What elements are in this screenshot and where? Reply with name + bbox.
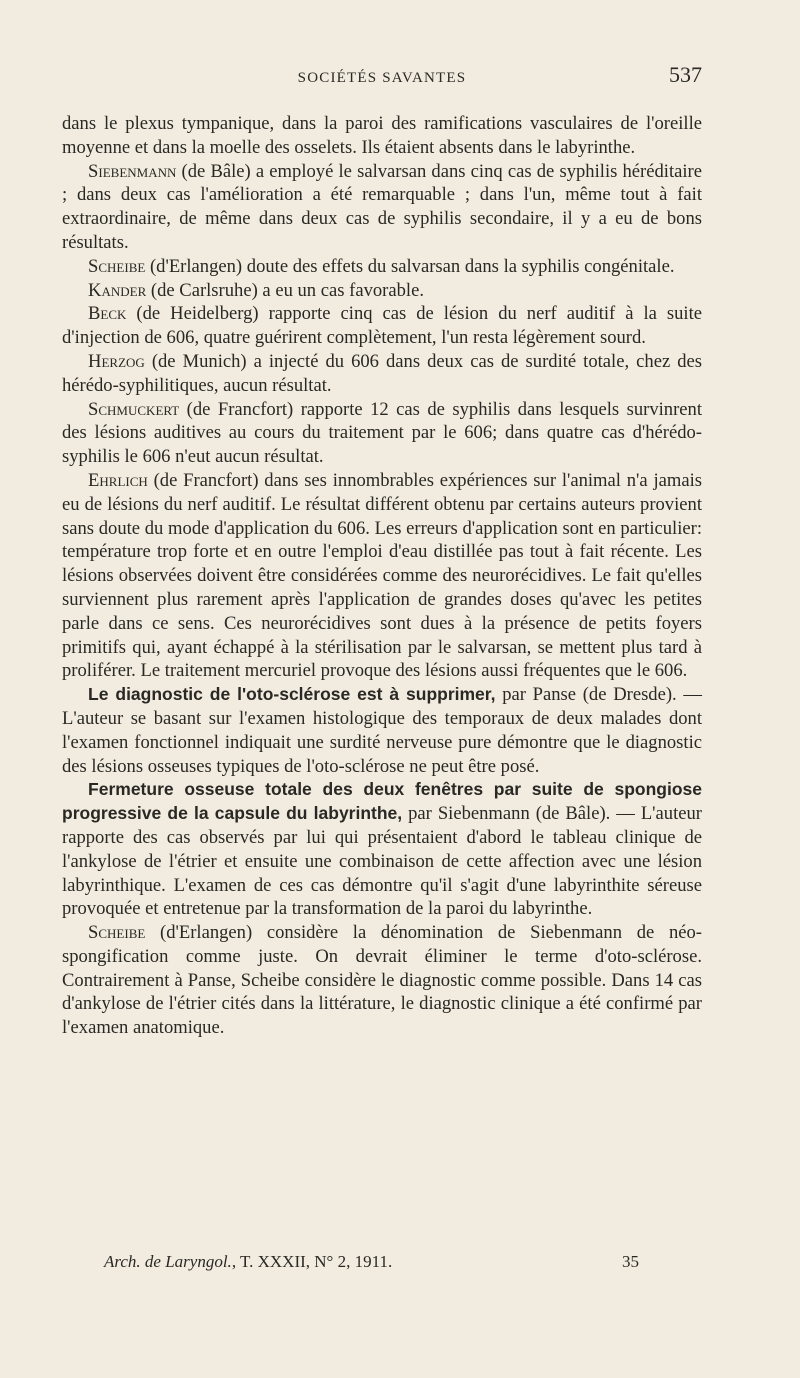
page-number: 537 — [669, 62, 702, 87]
paragraph — [62, 921, 702, 1040]
author-name: Schmuckert — [88, 398, 180, 420]
paragraph-text: (de Francfort) dans ses innombrables expériences sur l'animal n'a jamais eu de lésions du nerf auditif. Le résultat différent obtenu par certains auteurs provient sans doute du mode d'application du 606. Les erreurs d'application sont en particulier: température trop forte et en outre l'emploi d'eau distillée pas tout à fait récente. Les lésions observées doivent être considérées comme des neurorécidives. Le fait qu'elles surviennent plus rarement après l'application de grandes doses qu'avec les petites parle dans ce sens. Ces neurorécidives sont dues à la présence de petits foyers primitifs qui, ayant échappé à la stérilisation par le salvarsan, se mettent plus tard à proliférer. Le traitement mercuriel provoque des lésions aussi fréquentes que le 606. — [62, 469, 702, 682]
paragraph — [62, 255, 702, 279]
journal-name: Arch. de Laryngol. — [104, 1252, 232, 1271]
paragraph-text: (de Francfort) rapporte 12 cas de syphilis dans lesquels survinrent des lésions auditives au cours du traitement par le 606; dans quatre cas d'hérédo-syphilis le 606 n'eut aucun résultat. — [62, 398, 702, 468]
paragraph-text: (de Heidelberg) rapporte cinq cas de lésion du nerf auditif à la suite d'injection de 606, quatre guérirent complètement, l'un resta légèrement sourd. — [62, 303, 702, 349]
section-title: Fermeture osseuse totale des deux fenêtres par suite de spongiose progressive de la capsule du labyrinthe, — [62, 779, 702, 824]
paragraph — [62, 683, 702, 778]
signature-mark: 35 — [622, 1252, 639, 1271]
paragraph — [62, 398, 702, 469]
paragraph — [62, 302, 702, 350]
body-text — [62, 112, 702, 1040]
paragraph — [62, 778, 702, 921]
page-footer — [104, 1252, 639, 1276]
paragraph-text: par Siebenmann (de Bâle). — L'auteur rapporte des cas observés par lui qui présentaient d'abord le tableau clinique de l'ankylose de l'étrier et ensuite une combinaison de cette affection avec une lésion labyrinthique. L'examen de ces cas démontre qu'il s'agit d'une labyrinthite séreuse provoquée et entretenue par la transformation de la paroi du labyrinthe. — [62, 803, 702, 920]
paragraph-text: par Panse (de Dresde). — L'auteur se basant sur l'examen histologique des temporaux de deux malades dont l'examen fonctionnel indiquait une surdité nerveuse pure démontre que le diagnostic des lésions osseuses typiques de l'oto-sclérose ne peut être posé. — [62, 684, 702, 777]
author-name: Scheibe — [88, 255, 146, 277]
running-title: SOCIÉTÉS SAVANTES — [297, 70, 467, 86]
author-name: Ehrlich — [88, 469, 148, 491]
paragraph-text: (de Carlsruhe) a eu un cas favorable. — [146, 279, 424, 301]
paragraph — [62, 279, 702, 303]
section-title: Le diagnostic de l'oto-sclérose est à supprimer, — [88, 684, 496, 705]
author-name: Scheibe — [88, 922, 146, 944]
paragraph-text: dans le plexus tympanique, dans la paroi des ramifications vasculaires de l'oreille moyenne et dans la moelle des osselets. Ils étaient absents dans le labyrinthe. — [62, 113, 702, 158]
paragraph — [62, 350, 702, 398]
journal-citation — [104, 1252, 392, 1272]
journal-volume: , T. XXXII, N° 2, 1911. — [231, 1252, 393, 1271]
page-header — [62, 62, 702, 92]
author-name: Beck — [88, 303, 127, 325]
paragraph — [62, 469, 702, 683]
paragraph-text: (d'Erlangen) doute des effets du salvarsan dans la syphilis congénitale. — [145, 255, 675, 277]
author-name: Herzog — [88, 350, 145, 372]
author-name: Kander — [88, 279, 147, 301]
paragraph — [62, 160, 702, 255]
paragraph-text: (d'Erlangen) considère la dénomination de Siebenmann de néo-spongification comme juste. On devrait éliminer le terme d'oto-sclérose. Contrairement à Panse, Scheibe considère le diagnostic comme possible. Dans 14 cas d'ankylose de l'étrier cités dans la littérature, le diagnostic clinique a été confirmé par l'examen anatomique. — [62, 922, 702, 1039]
paragraph — [62, 112, 702, 160]
paragraph-text: (de Bâle) a employé le salvarsan dans cinq cas de syphilis héréditaire ; dans deux cas l'amélioration a été remarquable ; dans l'un, même tout à fait extraordinaire, de même dans deux cas de syphilis secondaire, il y a eu de bons résultats. — [62, 160, 702, 253]
author-name: Siebenmann — [88, 160, 177, 182]
paragraph-text: (de Munich) a injecté du 606 dans deux cas de surdité totale, chez des hérédo-syphilitiques, aucun résultat. — [62, 350, 702, 396]
